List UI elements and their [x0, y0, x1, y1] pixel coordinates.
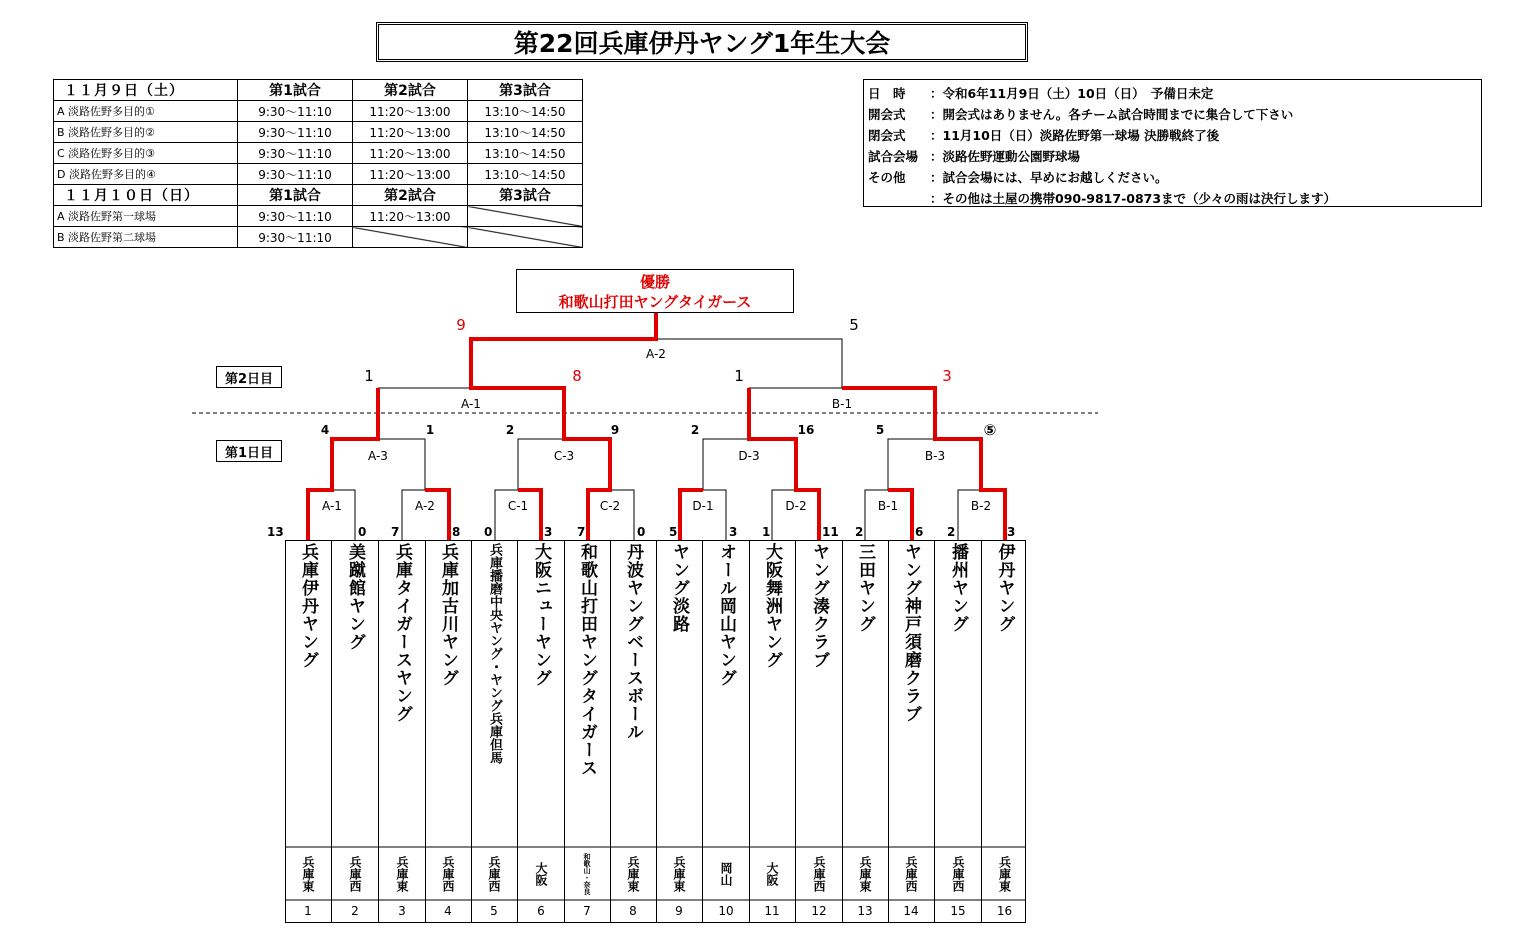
region-cell	[749, 847, 796, 900]
team-score: 13	[267, 525, 284, 539]
time-cell: 9:30～11:10	[238, 206, 353, 227]
team-name: 大阪ニューヤング	[531, 543, 551, 687]
time-cell: 9:30～11:10	[238, 101, 353, 122]
team-cell	[379, 540, 426, 847]
region-cell	[425, 847, 472, 900]
region-cell	[564, 847, 611, 900]
team-cell	[285, 540, 332, 847]
time-cell: 9:30～11:10	[238, 227, 353, 248]
score-final-right: 5	[849, 316, 859, 334]
team-cell	[332, 540, 379, 847]
day2-label: １１月１０日（日）	[54, 185, 238, 206]
region-name: 兵庫西	[951, 855, 965, 892]
team-score: 2	[855, 525, 864, 539]
page-title: 第22回兵庫伊丹ヤング1年生大会	[376, 22, 1028, 62]
score-quarter: 1	[425, 423, 435, 437]
venue-cell: A 淡路佐野多目的①	[54, 101, 238, 122]
venue-cell: B 淡路佐野第二球場	[54, 227, 238, 248]
col-header: 第1試合	[238, 185, 353, 206]
region-name: 兵庫東	[395, 855, 409, 892]
team-name: ヤング神戸須磨クラブ	[901, 543, 921, 723]
region-name: 兵庫東	[626, 855, 640, 892]
team-score: 0	[484, 525, 493, 539]
time-cell: 9:30～11:10	[238, 164, 353, 185]
team-number: 10	[703, 900, 750, 922]
team-name: ヤング湊クラブ	[809, 543, 829, 669]
info-value: ：11月10日（日）淡路佐野第一球場 決勝戦終了後	[930, 127, 1220, 143]
team-score: 1	[762, 525, 771, 539]
col-header: 第1試合	[238, 80, 353, 101]
info-label: その他	[868, 169, 906, 185]
match-label-first: A-2	[415, 499, 435, 513]
score-quarter: 2	[690, 423, 700, 437]
team-cell	[796, 540, 843, 847]
region-name: 大阪	[765, 861, 779, 886]
region-name: 兵庫東	[672, 855, 686, 892]
team-score: 8	[452, 525, 461, 539]
team-name: 丹波ヤングベースボール	[623, 543, 643, 741]
col-header: 第2試合	[353, 80, 468, 101]
match-label-quarter: C-3	[553, 449, 575, 463]
match-label-first: D-1	[692, 499, 714, 513]
col-header: 第3試合	[468, 80, 583, 101]
team-number: 8	[610, 900, 657, 922]
score-quarter: ⑤	[983, 421, 997, 439]
score-quarter: 5	[875, 423, 885, 437]
time-cell: 13:10～14:50	[468, 143, 583, 164]
team-score: 7	[577, 525, 586, 539]
score-quarter: 16	[797, 423, 815, 437]
info-value: ：その他は土屋の携帯090-9817-0873まで（少々の雨は決行します）	[930, 190, 1337, 206]
region-name: 岡山	[719, 861, 733, 886]
team-name: ヤング淡路	[669, 543, 689, 633]
team-number: 6	[518, 900, 565, 922]
score-final-left: 9	[456, 316, 466, 334]
info-label: 閉会式	[868, 127, 906, 143]
team-cell	[703, 540, 750, 847]
team-name: 和歌山打田ヤングタイガース	[577, 543, 597, 777]
region-name: 兵庫西	[441, 855, 455, 892]
venue-cell: A 淡路佐野第一球場	[54, 206, 238, 227]
team-name: オール岡山ヤング	[716, 543, 736, 687]
team-name: 播州ヤング	[948, 543, 968, 633]
team-name: 兵庫タイガースヤング	[392, 543, 412, 723]
region-cell	[518, 847, 565, 900]
info-label: 日 時	[868, 85, 906, 101]
team-cell	[842, 540, 889, 847]
team-number: 9	[656, 900, 703, 922]
team-score: 3	[544, 525, 553, 539]
team-name: 大阪舞洲ヤング	[762, 543, 782, 669]
team-cell	[564, 540, 611, 847]
day1-label-box: 第1日目	[216, 440, 282, 462]
team-score: 7	[391, 525, 400, 539]
time-cell: 11:20～13:00	[353, 206, 468, 227]
team-cell	[935, 540, 982, 847]
team-cell	[981, 540, 1028, 847]
team-number: 3	[379, 900, 426, 922]
col-header: 第2試合	[353, 185, 468, 206]
team-number: 12	[796, 900, 843, 922]
region-name: 兵庫東	[997, 855, 1012, 892]
info-label: 試合会場	[868, 148, 919, 164]
score-quarter: 2	[505, 423, 515, 437]
region-name: 兵庫東	[858, 855, 872, 892]
score-semi: 1	[734, 367, 744, 385]
region-name: 兵庫西	[348, 855, 362, 892]
match-label-semi: A-1	[461, 397, 481, 411]
region-name: 兵庫西	[812, 855, 826, 892]
team-number: 11	[749, 900, 796, 922]
venue-cell: B 淡路佐野多目的②	[54, 122, 238, 143]
team-number: 15	[935, 900, 982, 922]
team-score: 3	[729, 525, 738, 539]
region-name: 和歌山・奈良	[583, 852, 591, 895]
col-header: 第3試合	[468, 185, 583, 206]
match-label-first: B-2	[970, 499, 992, 513]
venue-cell: D 淡路佐野多目的④	[54, 164, 238, 185]
region-name: 兵庫東	[301, 855, 315, 892]
time-cell: 11:20～13:00	[353, 101, 468, 122]
team-score: 6	[915, 525, 924, 539]
score-quarter: 4	[320, 423, 330, 437]
region-name: 兵庫西	[904, 855, 918, 892]
champion-label: 優勝	[639, 273, 670, 291]
match-label-first: B-1	[877, 499, 899, 513]
team-number: 1	[285, 900, 332, 922]
team-cell	[471, 540, 518, 847]
champion-team: 和歌山打田ヤングタイガース	[558, 293, 752, 311]
region-name: 兵庫西	[487, 855, 501, 892]
info-value: ：令和6年11月9日（土）10日（日） 予備日未定	[930, 85, 1214, 101]
match-label-first: D-2	[785, 499, 807, 513]
match-label-first: A-1	[322, 499, 342, 513]
match-label-quarter: A-3	[368, 449, 388, 463]
team-name: 兵庫播磨中央ヤング・ヤング兵庫但馬	[487, 543, 502, 764]
score-semi: 1	[364, 367, 374, 385]
team-score: 5	[669, 525, 678, 539]
team-name: 伊丹ヤング	[994, 543, 1015, 633]
team-number: 14	[888, 900, 935, 922]
team-cell	[656, 540, 703, 847]
region-cell	[703, 847, 750, 900]
team-number: 2	[332, 900, 379, 922]
time-cell: 9:30～11:10	[238, 122, 353, 143]
venue-cell: C 淡路佐野多目的③	[54, 143, 238, 164]
time-cell: 13:10～14:50	[468, 101, 583, 122]
region-cell	[610, 847, 657, 900]
region-cell	[842, 847, 889, 900]
team-cell	[425, 540, 472, 847]
time-cell: 11:20～13:00	[353, 143, 468, 164]
team-name: 美蹴館ヤング	[345, 543, 365, 651]
team-score: 0	[637, 525, 646, 539]
region-cell	[981, 847, 1028, 900]
day1-label: １１月９日（土）	[54, 80, 238, 101]
time-cell: 11:20～13:00	[353, 164, 468, 185]
region-cell	[285, 847, 332, 900]
time-cell: 11:20～13:00	[353, 122, 468, 143]
team-name: 三田ヤング	[855, 543, 875, 633]
team-score: 3	[1007, 525, 1016, 539]
match-label-quarter: B-3	[924, 449, 946, 463]
team-number: 7	[564, 900, 611, 922]
region-cell	[935, 847, 982, 900]
score-quarter: 9	[610, 423, 620, 437]
info-value: ：淡路佐野運動公園野球場	[930, 148, 1081, 164]
info-value: ：開会式はありません。各チーム試合時間までに集合して下さい	[930, 106, 1294, 122]
team-name: 兵庫加古川ヤング	[438, 543, 458, 687]
team-name: 兵庫伊丹ヤング	[298, 543, 318, 669]
team-cell	[888, 540, 935, 847]
day2-label-box: 第2日目	[216, 366, 282, 388]
region-cell	[796, 847, 843, 900]
time-cell: 9:30～11:10	[238, 143, 353, 164]
region-cell	[379, 847, 426, 900]
team-number: 4	[425, 900, 472, 922]
info-label: 開会式	[868, 106, 906, 122]
score-semi: 8	[572, 367, 582, 385]
score-semi: 3	[942, 367, 952, 385]
region-cell	[656, 847, 703, 900]
team-score: 0	[358, 525, 367, 539]
info-value: ：試合会場には、早めにお越しください。	[930, 169, 1168, 185]
time-cell: 13:10～14:50	[468, 164, 583, 185]
region-cell	[471, 847, 518, 900]
team-number: 16	[996, 904, 1013, 918]
team-number: 5	[471, 900, 518, 922]
region-cell	[888, 847, 935, 900]
match-label-quarter: D-3	[738, 449, 760, 463]
match-label-semi: B-1	[831, 397, 853, 411]
region-name: 大阪	[534, 861, 548, 886]
time-cell: 13:10～14:50	[468, 122, 583, 143]
team-cell	[749, 540, 796, 847]
team-score: 11	[822, 525, 839, 539]
team-cell	[518, 540, 565, 847]
match-label-first: C-1	[507, 499, 529, 513]
team-score: 2	[947, 525, 956, 539]
match-label-first: C-2	[599, 499, 621, 513]
match-label-final: A-2	[646, 347, 666, 361]
team-cell	[610, 540, 657, 847]
team-number: 13	[842, 900, 889, 922]
region-cell	[332, 847, 379, 900]
